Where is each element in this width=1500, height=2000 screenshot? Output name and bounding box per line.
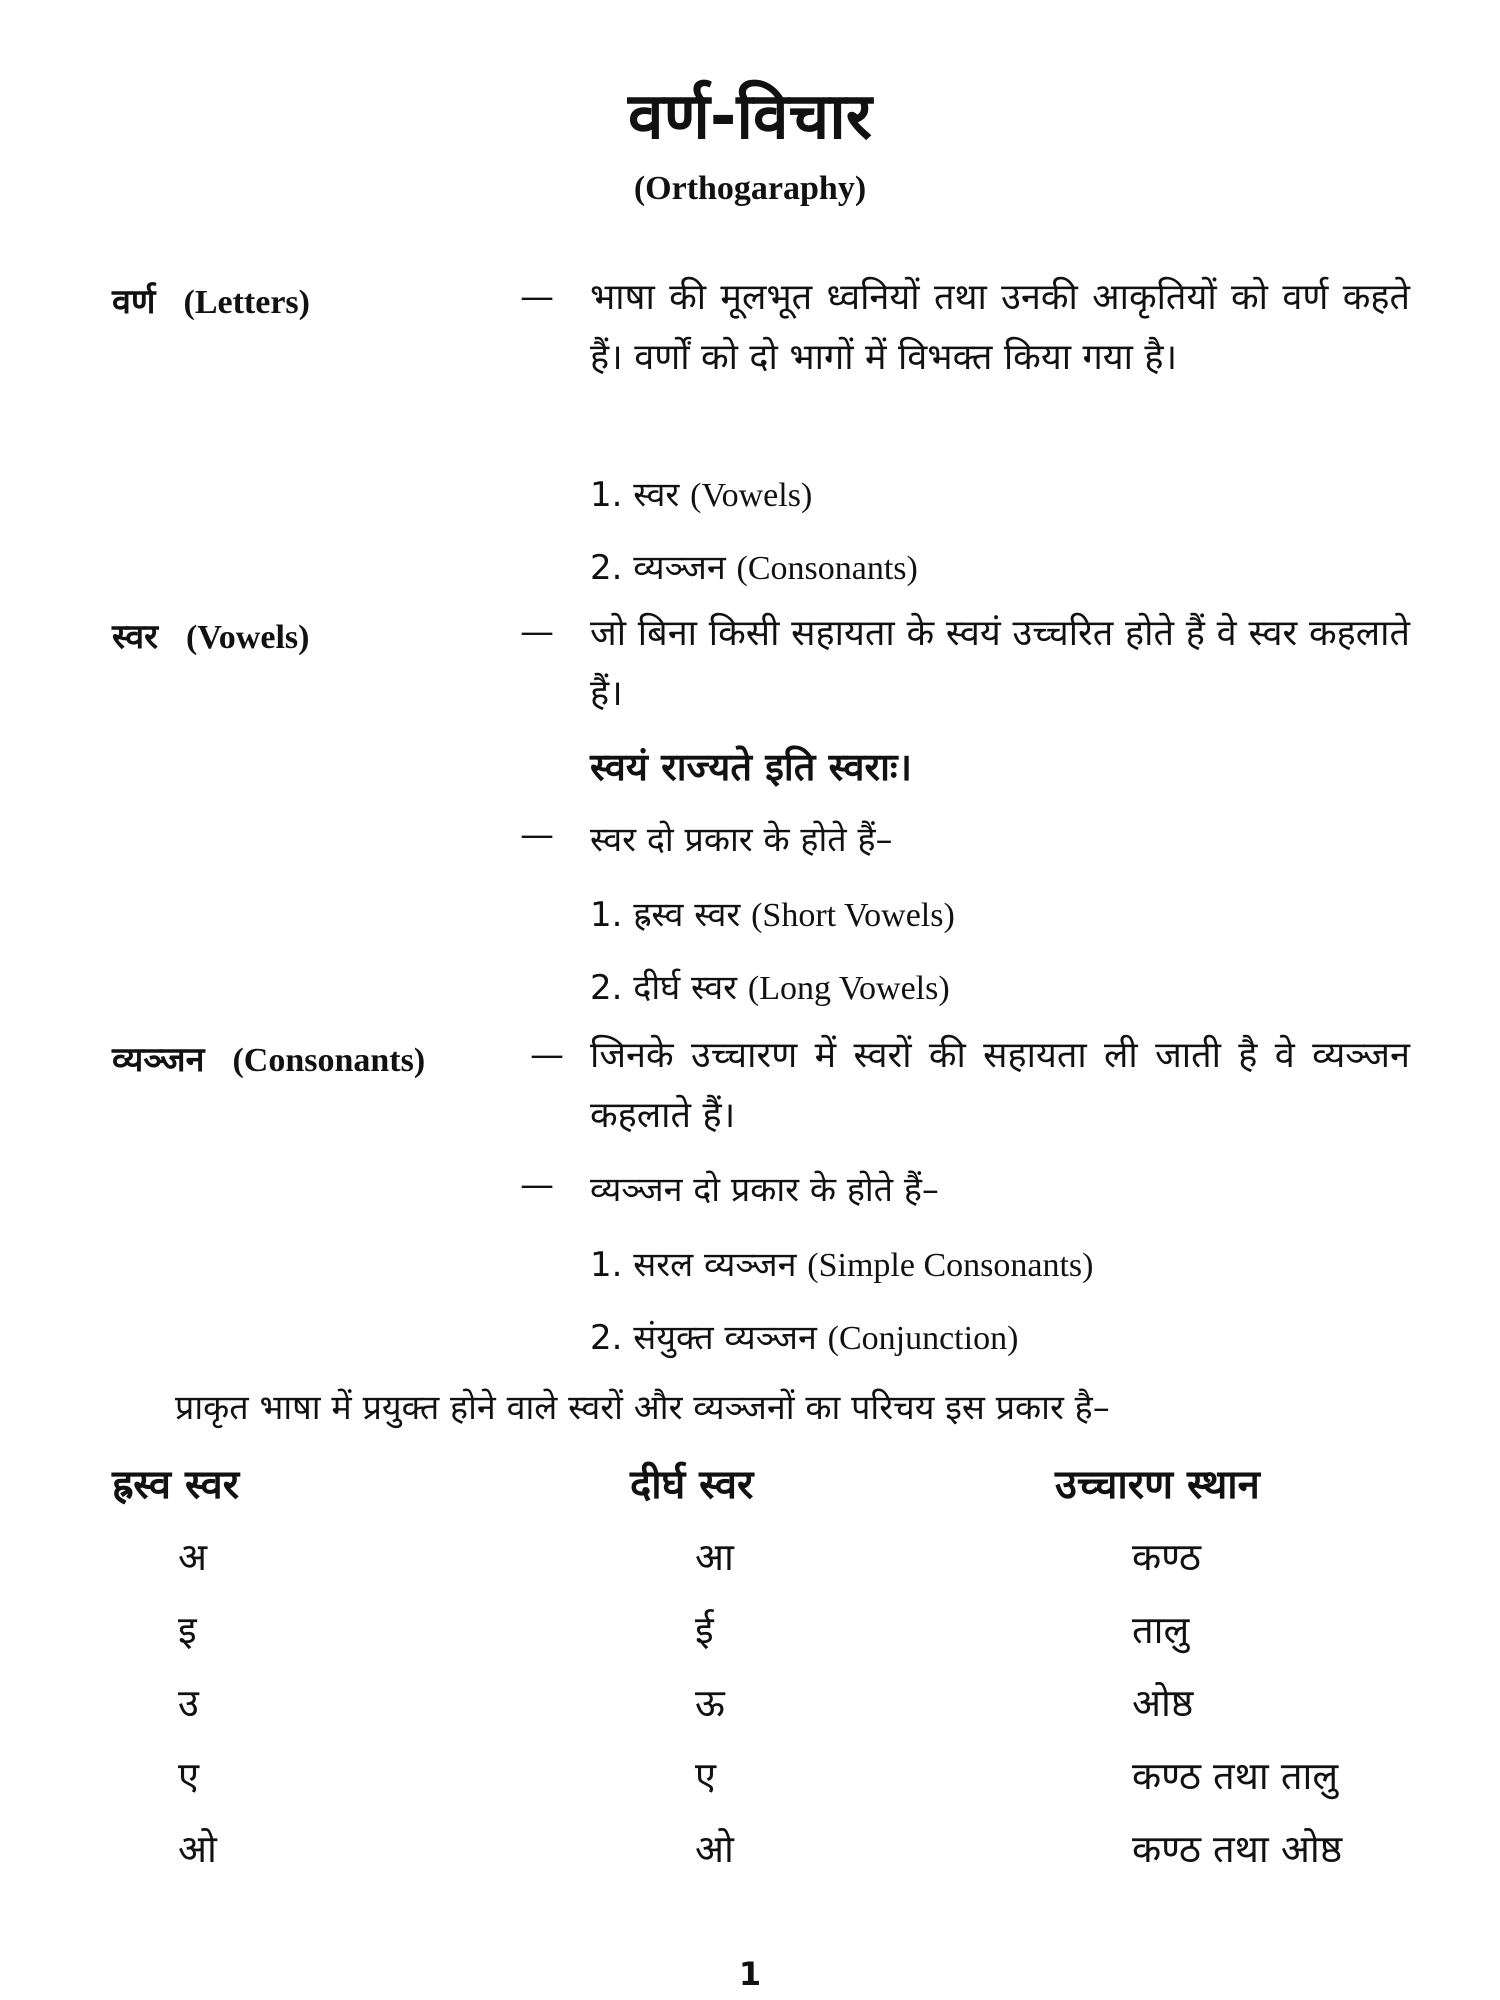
page-title: वर्ण-विचार — [628, 80, 872, 154]
page-subtitle: (Orthogaraphy) — [633, 170, 867, 207]
term-vowels — [112, 612, 309, 658]
item-hindi: व्यञ्जन — [633, 548, 726, 588]
vowels-item-1 — [590, 890, 955, 936]
item-number: 2. — [590, 968, 623, 1008]
table-header-short-vowels: ह्रस्व स्वर — [112, 1462, 240, 1508]
letters-item-2 — [590, 543, 918, 589]
table-cell: ए — [695, 1754, 717, 1798]
item-number: 2. — [590, 548, 623, 588]
table-cell: कण्ठ तथा तालु — [1132, 1754, 1339, 1798]
letters-definition: भाषा की मूलभूत ध्वनियों तथा उनकी आकृतियों को वर्ण कहते हैं। वर्णों को दो भागों में विभक्त किया गया है। — [590, 277, 1410, 378]
letters-item-1 — [590, 470, 812, 516]
item-hindi: ह्रस्व स्वर — [633, 895, 741, 935]
table-cell: उ — [178, 1681, 199, 1725]
table-cell: कण्ठ तथा ओष्ठ — [1132, 1827, 1343, 1871]
item-hindi: संयुक्त व्यञ्जन — [633, 1318, 817, 1358]
vowels-types-line: स्वर दो प्रकार के होते हैं– — [590, 820, 893, 860]
item-english: (Conjunction) — [827, 1320, 1019, 1357]
item-number: 1. — [590, 475, 623, 515]
vowels-sanskrit-line: स्वयं राज्यते इति स्वराः। — [590, 745, 912, 789]
term-letters-hi: वर्ण — [112, 282, 156, 322]
consonants-dash: — — [530, 1035, 564, 1075]
term-vowels-en: (Vowels) — [186, 619, 310, 656]
table-header-long-vowels: दीर्घ स्वर — [630, 1462, 754, 1508]
term-letters — [112, 277, 310, 323]
consonants-types-line: व्यञ्जन दो प्रकार के होते हैं– — [590, 1170, 939, 1210]
term-consonants — [112, 1035, 425, 1081]
table-cell: ऊ — [695, 1681, 725, 1725]
table-cell: तालु — [1132, 1608, 1190, 1652]
item-number: 2. — [590, 1318, 623, 1358]
table-cell: आ — [695, 1535, 734, 1579]
page-number: 1 — [738, 1955, 762, 1993]
item-english: (Vowels) — [690, 477, 813, 514]
term-consonants-hi: व्यञ्जन — [112, 1040, 205, 1080]
term-consonants-en: (Consonants) — [232, 1042, 426, 1079]
vowels-dash: — — [520, 612, 554, 652]
vowels-definition: जो बिना किसी सहायता के स्वयं उच्चरित होते हैं वे स्वर कहलाते हैं। — [590, 613, 1410, 714]
table-cell: कण्ठ — [1132, 1535, 1201, 1579]
item-hindi: दीर्घ स्वर — [633, 968, 738, 1008]
table-cell: ओष्ठ — [1132, 1681, 1194, 1725]
vowels-types-dash: — — [520, 815, 554, 855]
table-cell: ए — [178, 1754, 200, 1798]
item-number: 1. — [590, 895, 623, 935]
consonants-item-2 — [590, 1313, 1018, 1359]
table-header-articulation: उच्चारण स्थान — [1055, 1462, 1260, 1508]
item-hindi: सरल व्यञ्जन — [633, 1245, 797, 1285]
consonants-definition: जिनके उच्चारण में स्वरों की सहायता ली जाती है वे व्यञ्जन कहलाते हैं। — [590, 1035, 1410, 1136]
item-english: (Long Vowels) — [747, 970, 950, 1007]
term-vowels-hi: स्वर — [112, 617, 159, 657]
item-hindi: स्वर — [633, 475, 680, 515]
item-english: (Short Vowels) — [751, 897, 955, 934]
item-english: (Simple Consonants) — [807, 1247, 1094, 1284]
consonants-item-1 — [590, 1240, 1093, 1286]
table-cell: ई — [695, 1608, 714, 1652]
table-cell: इ — [178, 1608, 197, 1652]
item-english: (Consonants) — [736, 550, 918, 587]
table-intro: प्राकृत भाषा में प्रयुक्त होने वाले स्वरों और व्यञ्जनों का परिचय इस प्रकार है– — [175, 1388, 1110, 1428]
vowels-item-2 — [590, 963, 950, 1009]
term-letters-en: (Letters) — [183, 284, 310, 321]
table-cell: अ — [178, 1535, 208, 1579]
consonants-types-dash: — — [520, 1165, 554, 1205]
table-cell: ओ — [695, 1827, 734, 1871]
table-cell: ओ — [178, 1827, 217, 1871]
item-number: 1. — [590, 1245, 623, 1285]
letters-dash: — — [520, 277, 554, 317]
